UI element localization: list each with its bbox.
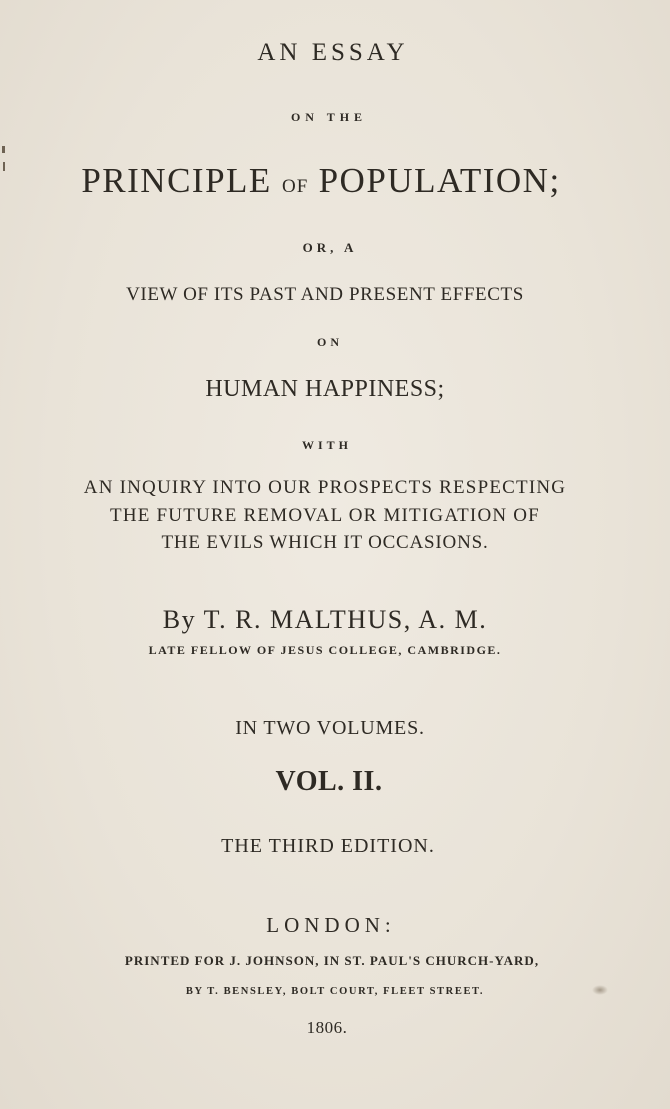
- subtitle-view-line: VIEW OF ITS PAST AND PRESENT EFFECTS: [126, 284, 524, 305]
- volumes-note: IN TWO VOLUMES.: [235, 717, 425, 739]
- author-affiliation: LATE FELLOW OF JESUS COLLEGE, CAMBRIDGE.: [148, 643, 502, 657]
- imprint-city: LONDON:: [266, 913, 396, 937]
- on-connector: ON: [317, 335, 343, 349]
- paper-speck: [2, 146, 5, 153]
- volume-number: VOL. II.: [275, 766, 383, 797]
- principle-word: PRINCIPLE: [81, 161, 272, 200]
- subtitle-happiness: HUMAN HAPPINESS;: [205, 376, 445, 402]
- author-line: By T. R. MALTHUS, A. M.: [162, 605, 488, 634]
- of-word: OF: [282, 176, 309, 197]
- or-a-connector: OR, A: [302, 240, 358, 255]
- on-the-connector: ON THE: [290, 110, 368, 124]
- imprint-year: 1806.: [306, 1018, 348, 1037]
- essay-heading: AN ESSAY: [257, 39, 409, 66]
- population-word: POPULATION;: [318, 161, 561, 200]
- with-connector: WITH: [301, 438, 352, 452]
- edition-note: THE THIRD EDITION.: [221, 835, 435, 857]
- inquiry-line: THE FUTURE REMOVAL OR MITIGATION OF: [110, 505, 540, 526]
- imprint-publisher: PRINTED FOR J. JOHNSON, IN ST. PAUL'S CHURCH-YARD,: [124, 953, 540, 968]
- inquiry-line: AN INQUIRY INTO OUR PROSPECTS RESPECTING: [83, 477, 567, 498]
- imprint-printer: BY T. BENSLEY, BOLT COURT, FLEET STREET.: [185, 986, 485, 997]
- inquiry-line: THE EVILS WHICH IT OCCASIONS.: [161, 532, 489, 553]
- main-title: [0, 163, 656, 198]
